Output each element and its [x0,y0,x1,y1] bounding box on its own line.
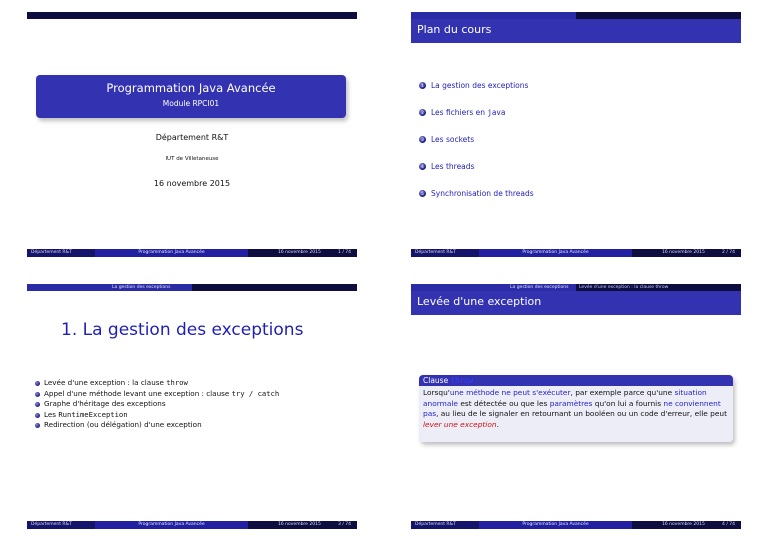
block-body: Lorsqu'une méthode ne peut s'exécuter, par exemple parce qu'une situation anormale est détectée ou que les paramètres qu'on lui a fournis ne conviennent pas, au lieu de le signaler en retournant un booléen ou un code d'erreur, elle peut lever une exception. [419,386,733,442]
footer-page: 1 / 74 [338,250,351,255]
number-ball-icon: 3 [419,136,426,143]
presentation-title: Programmation Java Avancée [106,81,276,95]
section-outline [35,378,279,431]
footer-course: Programmation Java Avancée [479,249,632,257]
list-item: Redirection (ou délégation) d'une exception [35,420,279,431]
footer-dept: Département R&T [411,249,479,257]
footer-course: Programmation Java Avancée [95,249,248,257]
slide-titlebar [411,291,741,315]
footer-course: Programmation Java Avancée [479,521,632,529]
slide-3 [27,284,357,529]
footer-course: Programmation Java Avancée [95,521,248,529]
title-box [36,75,346,118]
slide-footer [27,521,357,529]
footer-page: 2 / 74 [722,250,735,255]
number-ball-icon: 1 [419,82,426,89]
slide-titlebar [411,19,741,43]
slide-2: Plan du cours 1 La gestion des exceptions 2 Les fichiers en java 3 Les sockets 4 Les threads 5 Synchronisation de threads Département R&T Programmation Java Avancée 16 novembre 2015 2 / 74 [411,12,741,257]
slide-navbar [411,12,741,19]
footer-dept: Département R&T [27,249,95,257]
number-ball-icon: 4 [419,163,426,170]
slide-title: Levée d'une exception [417,295,542,308]
list-item: Appel d'une méthode levant une exception : clause try / catch [35,389,279,400]
author: Département R&T [155,133,229,142]
footer-dept: Département R&T [27,521,95,529]
footer-dept: Département R&T [411,521,479,529]
number-ball-icon: 2 [419,109,426,116]
presentation-date: 16 novembre 2015 [153,179,231,188]
footer-date: 16 novembre 2015 [662,522,705,527]
slide-4 [411,284,741,529]
institute: IUT de Villetaneuse [165,156,219,162]
list-item: Les RuntimeException [35,410,279,421]
slide-title: Plan du cours [417,23,492,36]
nav-section[interactable]: La gestion des exceptions [510,285,569,290]
number-ball-icon: 5 [419,190,426,197]
footer-date: 16 novembre 2015 [662,250,705,255]
slide-1 [27,12,357,257]
footer-date: 16 novembre 2015 [278,522,321,527]
block-header: Clause throw [419,375,733,386]
definition-block [419,375,733,442]
section-title: 1. La gestion des exceptions [61,320,304,340]
list-item: Graphe d'héritage des exceptions [35,399,279,410]
slide-footer [411,521,741,529]
footer-page: 4 / 74 [722,522,735,527]
footer-page: 3 / 74 [338,522,351,527]
slide-navbar [411,284,741,291]
slide-navbar [27,284,357,291]
slide-navbar [27,12,357,19]
nav-section[interactable]: La gestion des exceptions [112,285,171,290]
nav-subsection[interactable]: Levée d'une exception : la clause throw [579,285,669,290]
slide-footer [27,249,357,257]
slide-footer [411,249,741,257]
presentation-subtitle: Module RPCI01 [162,99,220,108]
list-item: Levée d'une exception : la clause throw [35,378,279,389]
footer-date: 16 novembre 2015 [278,250,321,255]
